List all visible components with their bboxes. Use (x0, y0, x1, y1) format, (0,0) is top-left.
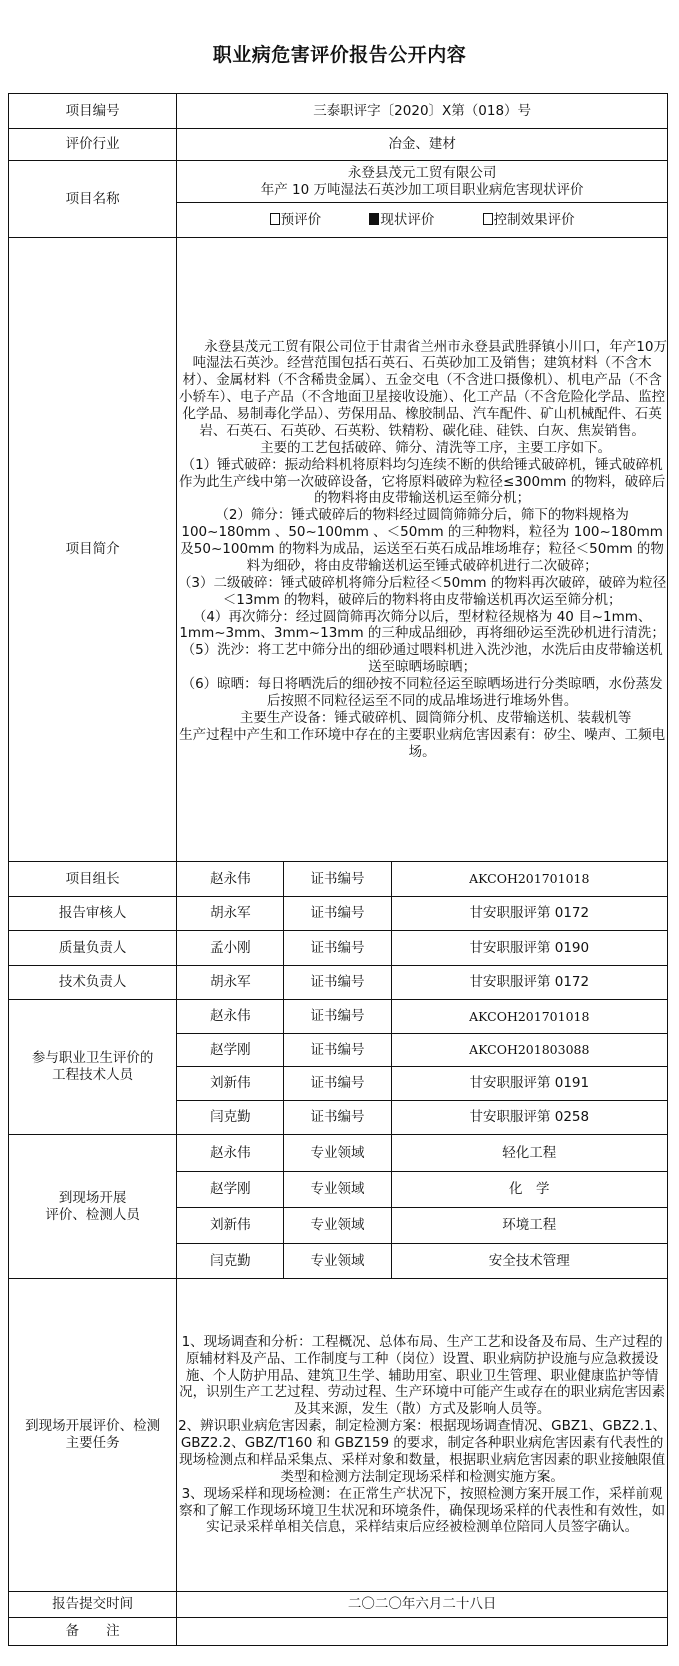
checkbox-checked-icon[interactable] (369, 213, 379, 225)
task-item: 3、现场采样和现场检测：在正常生产状况下，按照检测方案开展工作，采样前观察和了解工作现场环境卫生状况和环境条件，确保现场采样的代表性和有效性，如实记录采样单相关信息，采样结束后应经被检测单位陪同人员签字确认。 (179, 1485, 666, 1536)
role-cert-number: 甘安职服评第 0172 (391, 897, 667, 931)
option-label: 现状评价 (380, 211, 435, 228)
row-role (9, 862, 668, 897)
summary-paragraph: （5）洗沙：将工艺中筛分出的细砂通过喂料机进入洗沙池，水洗后由皮带输送机送至晾晒场晾晒； (181, 642, 663, 676)
value-project-number: 三泰职评字〔2020〕X第（018）号 (177, 94, 668, 129)
engineer-field: 证书编号 (284, 1000, 391, 1034)
summary-paragraph: （2）筛分：锤式破碎后的物料经过圆筒筛筛分后，筛下的物料规格为100~180mm 、50~100mm 、＜50mm 的三种物料，粒径为 100~180mm 及50~100mm 的物料为成品，运送至石英石成品堆场堆存；粒径＜50mm 的物料为细砂，将由皮带输送机运至锤式破碎机进行二次破碎； (180, 507, 664, 574)
label-remarks: 备 注 (9, 1618, 177, 1646)
label-line: 主要任务 (65, 1435, 120, 1451)
role-person: 孟小刚 (177, 931, 284, 966)
onsite-name: 赵永伟 (177, 1135, 284, 1172)
label-tasks (9, 1279, 177, 1592)
role-person: 胡永军 (177, 966, 284, 1000)
project-title: 年产 10 万吨湿法石英沙加工项目职业病危害现状评价 (260, 181, 584, 198)
value-industry: 冶金、建材 (177, 129, 668, 161)
engineer-field: 证书编号 (284, 1034, 391, 1067)
summary-paragraph: 主要生产设备：锤式破碎机、圆筒筛分机、皮带输送机、装载机等 (239, 709, 632, 726)
option-label: 控制效果评价 (493, 211, 575, 228)
label-project-name: 项目名称 (9, 161, 177, 238)
company-name: 永登县茂元工贸有限公司 (347, 164, 497, 181)
label-line: 工程技术人员 (52, 1067, 134, 1083)
onsite-field: 专业领域 (284, 1208, 391, 1244)
option-status-evaluation[interactable] (369, 212, 434, 229)
row-role (9, 931, 668, 966)
row-submit-time (9, 1592, 668, 1618)
engineer-name: 刘新伟 (177, 1067, 284, 1101)
value-project-name (177, 161, 668, 203)
row-onsite (9, 1135, 668, 1172)
row-tasks (9, 1279, 668, 1592)
onsite-specialty: 环境工程 (391, 1208, 667, 1244)
role-field: 证书编号 (284, 931, 391, 966)
role-label: 报告审核人 (9, 897, 177, 931)
onsite-specialty: 轻化工程 (391, 1135, 667, 1172)
row-role (9, 966, 668, 1000)
report-table (8, 93, 668, 1646)
role-person: 赵永伟 (177, 862, 284, 897)
onsite-field: 专业领域 (284, 1244, 391, 1279)
role-cert-number: 甘安职服评第 0190 (391, 931, 667, 966)
checkbox-unchecked-icon[interactable] (483, 213, 493, 225)
role-label: 技术负责人 (9, 966, 177, 1000)
row-project-number (9, 94, 668, 129)
row-project-name (9, 161, 668, 203)
onsite-specialty: 化 学 (391, 1172, 667, 1208)
evaluation-type-options (177, 203, 668, 238)
onsite-name: 闫克勤 (177, 1244, 284, 1279)
engineer-cert-number: 甘安职服评第 0191 (391, 1067, 667, 1101)
onsite-field: 专业领域 (284, 1135, 391, 1172)
engineer-cert-number: AKCOH201803088 (391, 1034, 667, 1067)
row-remarks (9, 1618, 668, 1646)
summary-paragraph: （4）再次筛分：经过圆筒筛再次筛分以后，型材粒径规格为 40 目~1mm、1mm~3mm、3mm~13mm 的三种成品细砂，再将细砂运至洗砂机进行清洗； (179, 608, 665, 642)
role-field: 证书编号 (284, 862, 391, 897)
role-person: 胡永军 (177, 897, 284, 931)
role-cert-number: AKCOH201701018 (391, 862, 667, 897)
summary-paragraph: （6）晾晒：每日将晒洗后的细砂按不同粒径运至晾晒场进行分类晾晒，水份蒸发后按照不同粒径运至不同的成品堆场进行堆场外售。 (181, 676, 663, 709)
role-field: 证书编号 (284, 966, 391, 1000)
summary-paragraph: 永登县茂元工贸有限公司位于甘肃省兰州市永登县武胜驿镇小川口，年产10万吨湿法石英沙。经营范围包括石英石、石英砂加工及销售；建筑材料（不含木材）、金属材料（不含稀贵金属）、五金交电（不含进口摄像机）、机电产品（不含小轿车）、电子产品（不含地面卫星接收设施）、化工产品（不含危险化学品、监控化学品、易制毒化学品）、劳保用品、橡胶制品、汽车配件、矿山机械配件、石英岩、石英石、石英砂、石英粉、铁精粉、碳化硅、硅铁、白灰、焦炭销售。 (179, 338, 667, 439)
task-item: 2、辨识职业病危害因素，制定检测方案：根据现场调查情况、GBZ1、GBZ2.1、GBZ2.2、GBZ/T160 和 GBZ159 的要求，制定各种职业病危害因素有代表性的现场检测点和样品采集点、采样对象和数量，根据职业病危害因素的职业接触限值类型和检测方法制定现场采样和检测实施方案。 (178, 1418, 667, 1485)
role-cert-number: 甘安职服评第 0172 (391, 966, 667, 1000)
row-role (9, 897, 668, 931)
onsite-field: 专业领域 (284, 1172, 391, 1208)
checkbox-unchecked-icon[interactable] (270, 213, 280, 225)
summary-paragraph: 生产过程中产生和工作环境中存在的主要职业病危害因素有：矽尘、噪声、工频电场。 (179, 726, 666, 760)
option-pre-evaluation[interactable] (270, 212, 322, 229)
label-line: 参与职业卫生评价的 (31, 1050, 154, 1067)
engineer-field: 证书编号 (284, 1101, 391, 1135)
tasks-content (177, 1279, 668, 1592)
label-project-number: 项目编号 (9, 94, 177, 129)
onsite-name: 赵学刚 (177, 1172, 284, 1208)
row-engineer (9, 1000, 668, 1034)
option-control-effect-evaluation[interactable] (483, 212, 575, 229)
row-industry (9, 129, 668, 161)
label-line: 到现场开展评价、检测 (25, 1418, 161, 1435)
label-submit-time: 报告提交时间 (9, 1592, 177, 1618)
onsite-name: 刘新伟 (177, 1208, 284, 1244)
label-line: 评价、检测人员 (45, 1206, 140, 1223)
summary-paragraph: 主要的工艺包括破碎、筛分、清洗等工序，主要工序如下。 (260, 439, 612, 456)
label-onsite (9, 1135, 177, 1279)
page-title: 职业病危害评价报告公开内容 (212, 44, 467, 66)
engineer-name: 赵永伟 (177, 1000, 284, 1034)
engineer-field: 证书编号 (284, 1067, 391, 1101)
task-item: 1、现场调查和分析：工程概况、总体布局、生产工艺和设备及布局、生产过程的原辅材料及产品、工作制度与工种（岗位）设置、职业病防护设施与应急救援设施、个人防护用品、建筑卫生学、辅助用室、职业卫生管理、职业健康监护等情况，识别生产工艺过程、劳动过程、生产环境中可能产生或存在的职业病危害因素及其来源，发生（散）方式及影响人员等。 (179, 1333, 666, 1418)
option-label: 预评价 (280, 211, 322, 228)
role-label: 项目组长 (9, 862, 177, 897)
summary-paragraph: （3）二级破碎：锤式破碎机将筛分后粒径＜50mm 的物料再次破碎，破碎为粒径＜13mm 的物料，破碎后的物料将由皮带输送机再次运至筛分机； (177, 574, 667, 608)
role-field: 证书编号 (284, 897, 391, 931)
summary-paragraph: （1）锤式破碎：振动给料机将原料均匀连续不断的供给锤式破碎机，锤式破碎机作为此生产线中第一次破碎设备，它将原料破碎为粒径≤300mm 的物料，破碎后的物料将由皮带输送机运至筛分机； (179, 456, 666, 507)
engineer-cert-number: AKCOH201701018 (391, 1000, 667, 1034)
value-submit-time: 二〇二〇年六月二十八日 (177, 1592, 668, 1618)
row-summary (9, 238, 668, 862)
label-industry: 评价行业 (9, 129, 177, 161)
summary-content (177, 238, 668, 862)
engineer-cert-number: 甘安职服评第 0258 (391, 1101, 667, 1135)
label-line: 到现场开展 (58, 1189, 127, 1206)
engineer-name: 赵学刚 (177, 1034, 284, 1067)
value-remarks[interactable] (177, 1618, 668, 1646)
onsite-specialty: 安全技术管理 (391, 1244, 667, 1279)
engineer-name: 闫克勤 (177, 1101, 284, 1135)
label-engineers (9, 1000, 177, 1135)
label-summary: 项目简介 (9, 238, 177, 862)
role-label: 质量负责人 (9, 931, 177, 966)
